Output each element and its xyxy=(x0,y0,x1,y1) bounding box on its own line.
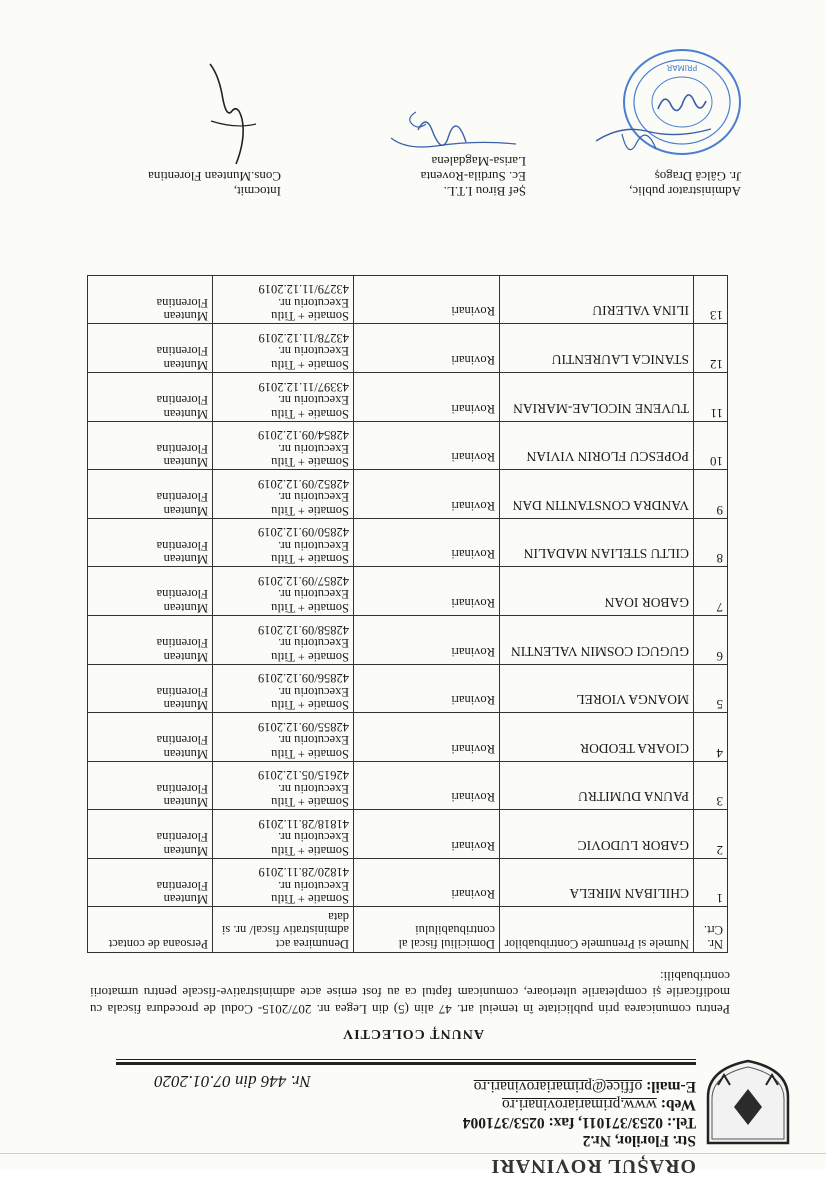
cell-domiciliu: Rovinari xyxy=(354,567,500,616)
act-type: Somatie + Titlu xyxy=(271,795,349,810)
act-type: Somatie + Titlu xyxy=(271,455,349,470)
cell-act xyxy=(213,761,354,810)
cell-nr: 11 xyxy=(694,372,728,421)
act-type: Somatie + Titlu xyxy=(271,357,349,372)
cell-domiciliu: Rovinari xyxy=(354,421,500,470)
cell-nr: 3 xyxy=(694,761,728,810)
header-domiciliu: Domiciliul fiscal al contribuabilului xyxy=(354,907,500,953)
persoana-line1: Muntean xyxy=(163,892,208,907)
table-row xyxy=(88,858,728,907)
web-label: Web: xyxy=(660,1096,696,1113)
act-number: 42855/09.12.2019 xyxy=(258,719,349,734)
cell-persoana xyxy=(88,761,213,810)
header-act: Denumirea act administrativ fiscal/ nr. si data xyxy=(213,907,354,953)
cell-act xyxy=(213,567,354,616)
header-nr: Nr. Crt. xyxy=(694,907,728,953)
persoana-line1: Muntean xyxy=(163,649,208,664)
cell-name: CHILIBAN MIRELA xyxy=(500,858,694,907)
act-number: 42615/05.12.2019 xyxy=(258,768,349,783)
act-exec: Executoriu nr. xyxy=(278,490,349,505)
act-exec: Executoriu nr. xyxy=(278,587,349,602)
cell-nr: 6 xyxy=(694,615,728,664)
cell-nr: 12 xyxy=(694,324,728,373)
cell-persoana xyxy=(88,810,213,859)
cell-persoana xyxy=(88,567,213,616)
cell-name: CILTU STELIAN MADALIN xyxy=(500,518,694,567)
persoana-line1: Muntean xyxy=(163,455,208,470)
act-type: Somatie + Titlu xyxy=(271,698,349,713)
document-title: ANUNȚ COLECTIV xyxy=(342,1026,484,1041)
act-type: Somatie + Titlu xyxy=(271,649,349,664)
persoana-line2: Florentina xyxy=(156,295,208,310)
table-row xyxy=(88,275,728,324)
act-number: 42858/09.12.2019 xyxy=(258,622,349,637)
act-type: Somatie + Titlu xyxy=(271,503,349,518)
act-number: 43397/11.12.2019 xyxy=(258,379,349,394)
intocmit-signature xyxy=(186,59,266,169)
signature-sef xyxy=(421,154,526,199)
cell-act xyxy=(213,518,354,567)
document-number: Nr. 446 din 07.01.2020 xyxy=(154,1072,311,1091)
table-row xyxy=(88,518,728,567)
web-link[interactable]: www.primariarovinari.ro xyxy=(502,1096,657,1113)
sef-name-line2: Larisa-Magdalena xyxy=(431,154,526,169)
persoana-line1: Muntean xyxy=(163,357,208,372)
cell-domiciliu: Rovinari xyxy=(354,372,500,421)
cell-name: MOANGA VIOREL xyxy=(500,664,694,713)
header-rule-thin xyxy=(116,1059,696,1060)
table-row xyxy=(88,615,728,664)
org-name: ORAȘUL ROVINARI xyxy=(490,1155,696,1177)
cell-act xyxy=(213,421,354,470)
cell-persoana xyxy=(88,324,213,373)
persoana-line1: Muntean xyxy=(163,552,208,567)
cell-act xyxy=(213,664,354,713)
table-row xyxy=(88,324,728,373)
intro-paragraph: Pentru comunicarea prin publicitate în temeiul art. 47 alin (5) din Legea nr. 207/2015- Codul de procedura fiscala cu modificarile și completarile ulterioare, comunicam faptul ca au fost emise acte administrative-fiscale pentru urmatorii contribuabili: xyxy=(90,969,730,1017)
act-exec: Executoriu nr. xyxy=(278,295,349,310)
cell-name: GABOR LUDOVIC xyxy=(500,810,694,859)
persoana-line1: Muntean xyxy=(163,503,208,518)
cell-act xyxy=(213,858,354,907)
header-persoana: Persoana de contact xyxy=(88,907,213,953)
persoana-line1: Muntean xyxy=(163,746,208,761)
cell-domiciliu: Rovinari xyxy=(354,518,500,567)
act-number: 43279/11.12.2019 xyxy=(258,282,349,297)
cell-nr: 5 xyxy=(694,664,728,713)
cell-name: GABOR IOAN xyxy=(500,567,694,616)
persoana-line2: Florentina xyxy=(156,344,208,359)
cell-nr: 4 xyxy=(694,713,728,762)
cell-persoana xyxy=(88,372,213,421)
top-divider xyxy=(0,1153,826,1154)
persoana-line2: Florentina xyxy=(156,879,208,893)
signature-admin xyxy=(629,169,741,199)
act-number: 42856/09.12.2019 xyxy=(258,671,349,686)
cell-persoana xyxy=(88,615,213,664)
cell-name: POPESCU FLORIN VIVIAN xyxy=(500,421,694,470)
cell-persoana xyxy=(88,275,213,324)
cell-domiciliu: Rovinari xyxy=(354,664,500,713)
persoana-line1: Muntean xyxy=(163,309,208,324)
cell-act xyxy=(213,275,354,324)
cell-persoana xyxy=(88,858,213,907)
sef-name-line1: Ec. Surdila-Roventa xyxy=(420,169,526,184)
tel-fax-line: Tel.: 0253/371011, fax: 0253/371004 xyxy=(462,1114,696,1131)
admin-signature xyxy=(586,99,716,169)
table-row xyxy=(88,713,728,762)
header-name: Numele si Prenumele Contribuabilor xyxy=(500,907,694,953)
table-row xyxy=(88,567,728,616)
persoana-line1: Muntean xyxy=(163,600,208,615)
act-type: Somatie + Titlu xyxy=(271,843,349,858)
act-number: 41820/28.11.2019 xyxy=(258,865,349,880)
act-type: Somatie + Titlu xyxy=(271,600,349,615)
cell-nr: 8 xyxy=(694,518,728,567)
act-number: 42854/09.12.2019 xyxy=(258,428,349,443)
cell-domiciliu: Rovinari xyxy=(354,810,500,859)
intocmit-role: Intocmit, xyxy=(233,184,281,199)
persoana-line1: Muntean xyxy=(163,843,208,858)
admin-name: Jr. Gâlcă Dragoș xyxy=(654,169,741,184)
cell-act xyxy=(213,810,354,859)
table-row xyxy=(88,470,728,519)
cell-domiciliu: Rovinari xyxy=(354,713,500,762)
cell-name: TUVENE NICOLAE-MARIAN xyxy=(500,372,694,421)
cell-nr: 1 xyxy=(694,858,728,907)
table-row xyxy=(88,372,728,421)
cell-name: STANICA LAURENTIU xyxy=(500,324,694,373)
table-header-row xyxy=(88,907,728,953)
email-link[interactable]: office@primariarovinari.ro xyxy=(473,1078,643,1095)
act-type: Somatie + Titlu xyxy=(271,309,349,324)
intocmit-name: Cons.Muntean Florentina xyxy=(148,169,281,184)
act-number: 42857/09.12.2019 xyxy=(258,573,349,588)
admin-role: Administrator public, xyxy=(629,184,741,199)
persoana-line2: Florentina xyxy=(156,441,208,456)
act-exec: Executoriu nr. xyxy=(278,441,349,456)
web-line xyxy=(463,1095,696,1113)
cell-name: ILINA VALERIU xyxy=(500,275,694,324)
cell-persoana xyxy=(88,470,213,519)
act-type: Somatie + Titlu xyxy=(271,406,349,421)
contributors-table xyxy=(87,275,728,953)
act-number: 43278/11.12.2019 xyxy=(258,330,349,345)
contributors-table-wrapper xyxy=(88,275,728,953)
persoana-line1: Muntean xyxy=(163,406,208,421)
act-number: 41818/28.11.2019 xyxy=(258,816,349,831)
cell-persoana xyxy=(88,713,213,762)
act-exec: Executoriu nr. xyxy=(278,733,349,748)
act-number: 42852/09.12.2019 xyxy=(258,476,349,491)
act-exec: Executoriu nr. xyxy=(278,344,349,359)
cell-domiciliu: Rovinari xyxy=(354,858,500,907)
cell-persoana xyxy=(88,664,213,713)
table-row xyxy=(88,810,728,859)
act-exec: Executoriu nr. xyxy=(278,781,349,796)
act-number: 42850/09.12.2019 xyxy=(258,525,349,540)
table-row xyxy=(88,664,728,713)
persoana-line2: Florentina xyxy=(156,781,208,796)
act-exec: Executoriu nr. xyxy=(278,684,349,699)
act-exec: Executoriu nr. xyxy=(278,830,349,845)
persoana-line2: Florentina xyxy=(156,538,208,553)
persoana-line1: Muntean xyxy=(163,698,208,713)
act-exec: Executoriu nr. xyxy=(278,393,349,408)
cell-act xyxy=(213,470,354,519)
act-exec: Executoriu nr. xyxy=(278,538,349,553)
persoana-line2: Florentina xyxy=(156,830,208,845)
email-line xyxy=(463,1077,696,1095)
cell-nr: 9 xyxy=(694,470,728,519)
cell-nr: 10 xyxy=(694,421,728,470)
table-row xyxy=(88,761,728,810)
cell-domiciliu: Rovinari xyxy=(354,761,500,810)
header-contact xyxy=(463,1077,696,1149)
table-body xyxy=(88,275,728,907)
cell-act xyxy=(213,324,354,373)
cell-nr: 13 xyxy=(694,275,728,324)
address-line: Str. Florilor, Nr.2 xyxy=(582,1132,696,1149)
act-exec: Executoriu nr. xyxy=(278,636,349,651)
act-type: Somatie + Titlu xyxy=(271,746,349,761)
cell-persoana xyxy=(88,518,213,567)
act-type: Somatie + Titlu xyxy=(271,892,349,907)
cell-name: VANDRA CONSTANTIN DAN xyxy=(500,470,694,519)
cell-nr: 2 xyxy=(694,810,728,859)
cell-nr: 7 xyxy=(694,567,728,616)
cell-act xyxy=(213,713,354,762)
persoana-line2: Florentina xyxy=(156,733,208,748)
persoana-line2: Florentina xyxy=(156,587,208,602)
stamp-text-primar: PRIMAR xyxy=(666,63,698,72)
act-type: Somatie + Titlu xyxy=(271,552,349,567)
cell-act xyxy=(213,372,354,421)
signature-intocmit xyxy=(148,169,281,199)
sef-role: Șef Birou I.T.L. xyxy=(443,184,526,199)
act-exec: Executoriu nr. xyxy=(278,879,349,893)
email-label: E-mail: xyxy=(646,1078,696,1095)
persoana-line2: Florentina xyxy=(156,490,208,505)
cell-domiciliu: Rovinari xyxy=(354,470,500,519)
header-rule-thick xyxy=(116,1062,696,1065)
persoana-line2: Florentina xyxy=(156,393,208,408)
cell-domiciliu: Rovinari xyxy=(354,324,500,373)
cell-name: GUGUCI COSMIN VALENTIN xyxy=(500,615,694,664)
persoana-line2: Florentina xyxy=(156,636,208,651)
cell-domiciliu: Rovinari xyxy=(354,615,500,664)
cell-persoana xyxy=(88,421,213,470)
persoana-line2: Florentina xyxy=(156,684,208,699)
coat-of-arms-logo xyxy=(702,1059,794,1147)
table-row xyxy=(88,421,728,470)
cell-domiciliu: Rovinari xyxy=(354,275,500,324)
cell-act xyxy=(213,615,354,664)
cell-name: PAUNA DUMITRU xyxy=(500,761,694,810)
persoana-line1: Muntean xyxy=(163,795,208,810)
sef-signature xyxy=(386,94,526,154)
cell-name: CIOARA TEODOR xyxy=(500,713,694,762)
